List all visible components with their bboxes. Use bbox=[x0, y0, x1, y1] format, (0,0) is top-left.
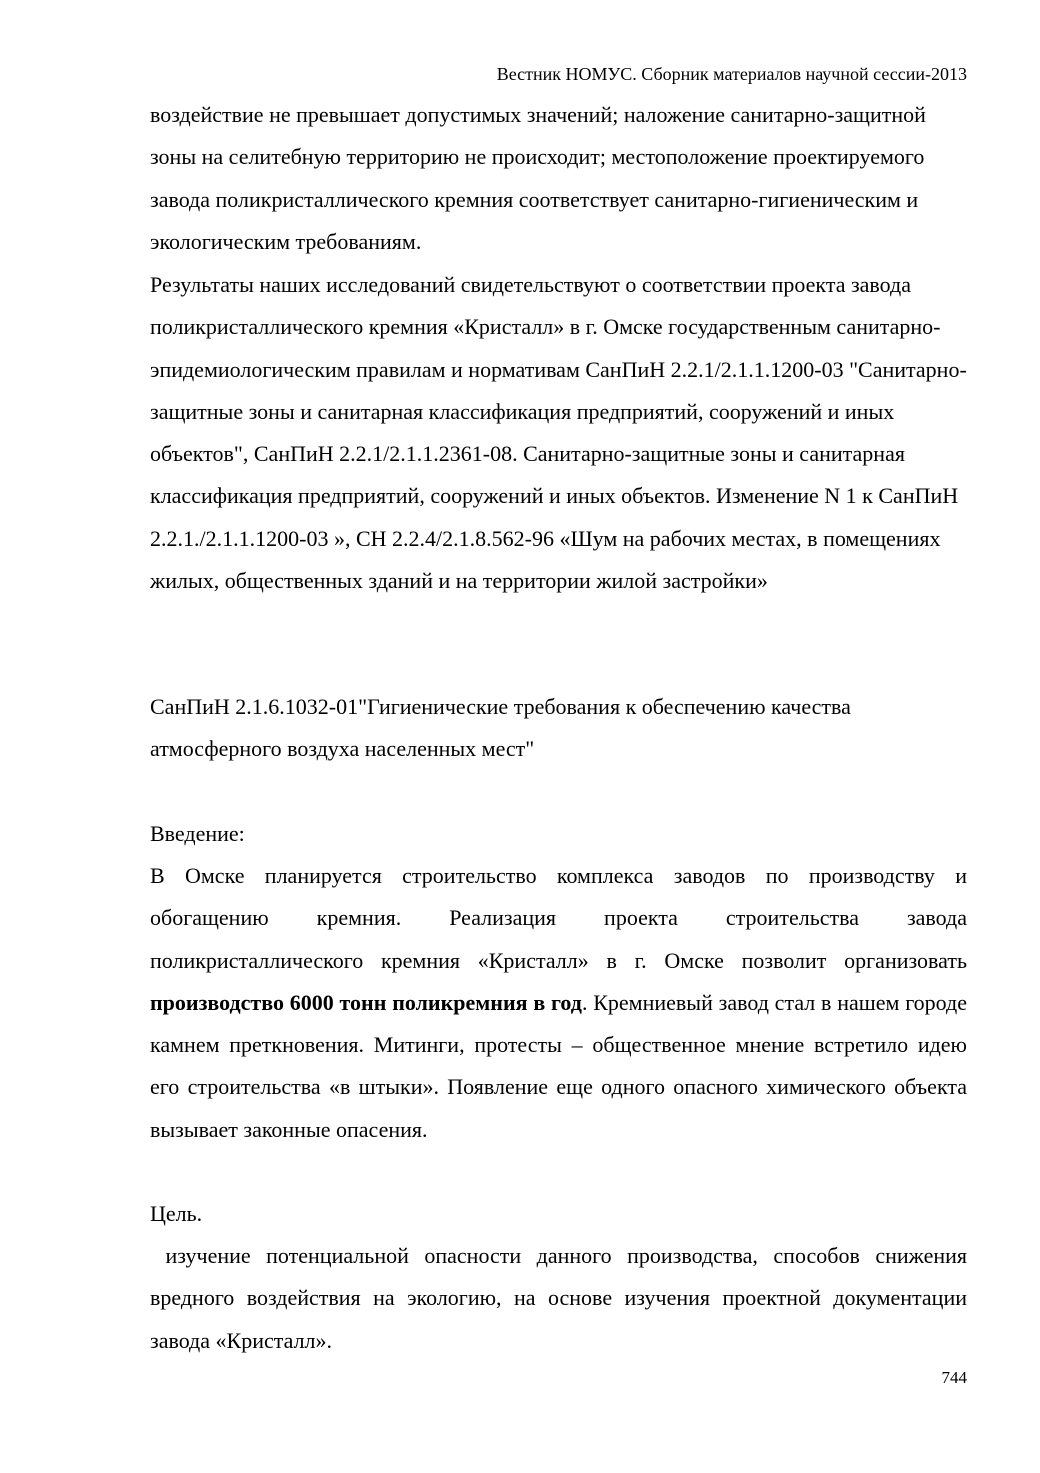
paragraph-sanpin-reference bbox=[150, 686, 967, 771]
paragraph-results bbox=[150, 264, 967, 602]
paragraph-text: Результаты наших исследований свидетельствуют о соответствии проекта завода поликристаллического кремния «Кристалл» в г. Омске государственным санитарно-эпидемиологическим правилам и нормативам СанПиН 2.2.1/2.1.1.1200-03 "Санитарно-защитные зоны и санитарная классификация предприятий, сооружений и иных объектов", СанПиН 2.2.1/2.1.1.2361-08. Санитарно-защитные зоны и санитарная классификация предприятий, сооружений и иных объектов. Изменение N 1 к СанПиН 2.2.1./2.1.1.1200-03 », СН 2.2.4/2.1.8.562-96 «Шум на рабочих местах, в помещениях жилых, общественных зданий и на территории жилой застройки» bbox=[150, 272, 967, 594]
paragraph-introduction bbox=[150, 855, 967, 1151]
running-header: Вестник НОМУС. Сборник материалов научной сессии-2013 bbox=[496, 64, 967, 84]
heading-text: Введение: bbox=[150, 821, 245, 846]
paragraph-goal bbox=[150, 1235, 973, 1362]
paragraph-text: изучение потенциальной опасности данного производства, способов снижения вредного воздействия на экологию, на основе изучения проектной документации завода «Кристалл». bbox=[150, 1243, 973, 1353]
intro-text-start: В Омске планируется строительство комплекса заводов по производству и обогащению кремния. Реализация проекта строительства завода поликристаллического кремния «Кристалл» в г. Омске позволит организовать bbox=[150, 863, 967, 973]
paragraph-text: воздействие не превышает допустимых значений; наложение санитарно-защитной зоны на селитебную территорию не происходит; местоположение проектируемого завода поликристаллического кремния соответствует санитарно-гигиеническим и экологическим требованиям. bbox=[150, 102, 926, 254]
paragraph-text bbox=[150, 855, 967, 1151]
heading-text: Цель. bbox=[150, 1201, 203, 1226]
paragraph-conclusion-continued bbox=[150, 94, 967, 263]
section-heading-goal bbox=[150, 1193, 967, 1235]
paragraph-text: СанПиН 2.1.6.1032-01"Гигиенические требования к обеспечению качества атмосферного воздуха населенных мест" bbox=[150, 694, 851, 762]
section-heading-introduction bbox=[150, 813, 967, 855]
page-number: 744 bbox=[941, 1368, 967, 1387]
intro-text-emphasis: производство 6000 тонн поликремния в год bbox=[150, 989, 582, 1015]
intro-text-end: . Кремниевый завод стал в нашем городе камнем преткновения. Митинги, протесты – общественное мнение встретило идею его строительства «в штыки». Появление еще одного опасного химического объекта вызывает законные опасения. bbox=[150, 989, 967, 1142]
